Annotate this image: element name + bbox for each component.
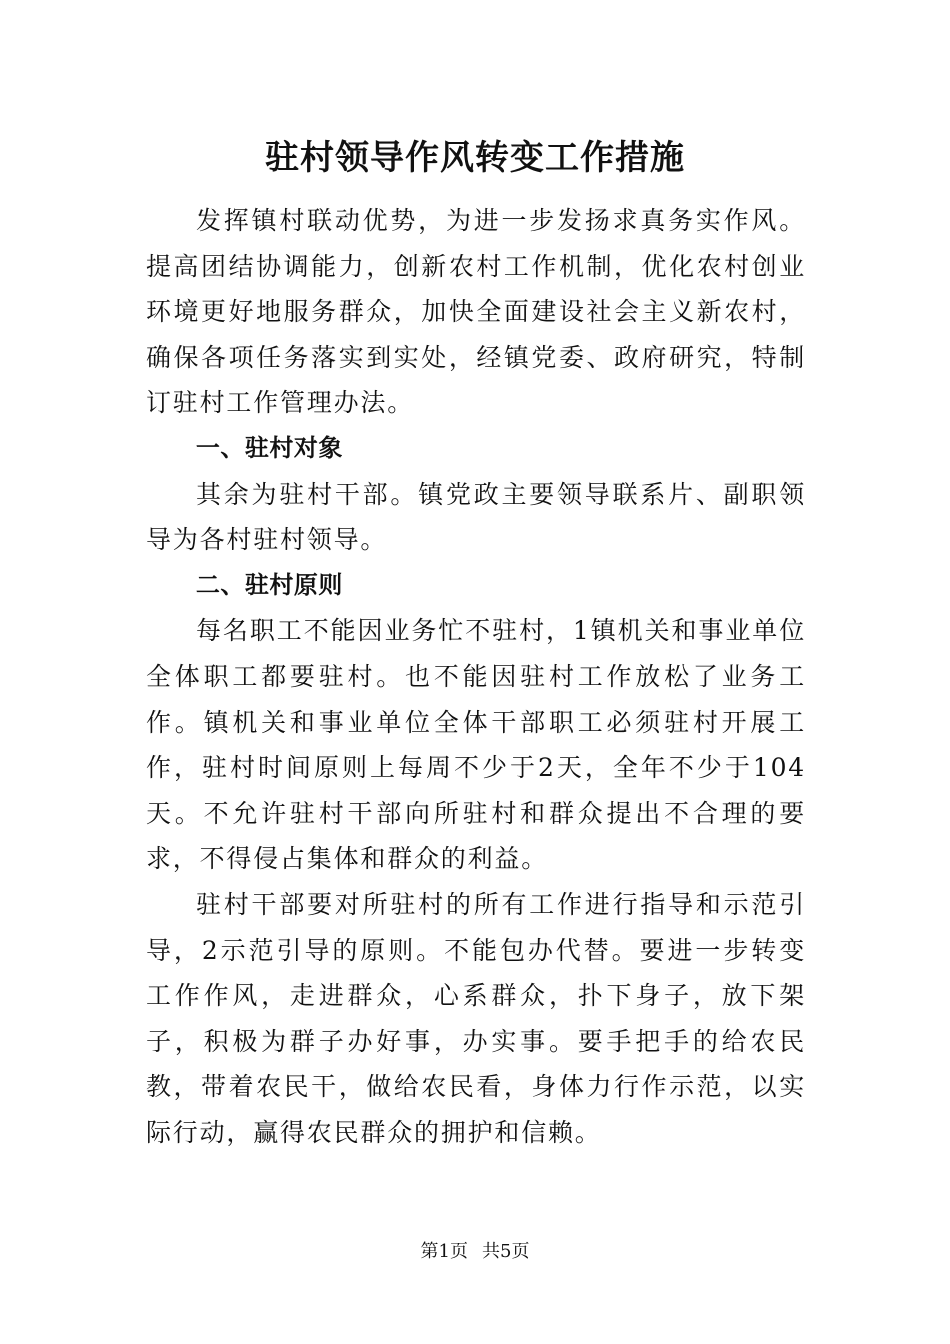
- page-number: 第1页: [420, 1241, 468, 1262]
- document-title: 驻村领导作风转变工作措施: [265, 138, 685, 178]
- section-targets-text: 其余为驻村干部。镇党政主要领导联系片、副职领导为各村驻村领导。: [146, 479, 806, 555]
- page-total: 共5页: [482, 1241, 530, 1262]
- page-footer: [0, 1240, 950, 1264]
- intro-paragraph: 发挥镇村联动优势，为进一步发扬求真务实作风。提高团结协调能力，创新农村工作机制，优化农村创业环境更好地服务群众，加快全面建设社会主义新农村，确保各项任务落实到实处，经镇党委、政府研究，特制订驻村工作管理办法。: [146, 206, 806, 418]
- section-principles-text-1: 每名职工不能因业务忙不驻村，1镇机关和事业单位全体职工都要驻村。也不能因驻村工作放松了业务工作。镇机关和事业单位全体干部职工必须驻村开展工作，驻村时间原则上每周不少于2天，全年不少于104天。不允许驻村干部向所驻村和群众提出不合理的要求，不得侵占集体和群众的利益。: [146, 616, 806, 874]
- section-principles-text-2: 驻村干部要对所驻村的所有工作进行指导和示范引导，2示范引导的原则。不能包办代替。要进一步转变工作作风，走进群众，心系群众，扑下身子，放下架子，积极为群子办好事，办实事。要手把手的给农民教，带着农民干，做给农民看，身体力行作示范，以实际行动，赢得农民群众的拥护和信赖。: [146, 889, 806, 1147]
- section-heading-targets: 一、驻村对象: [195, 433, 343, 462]
- section-heading-principles: 二、驻村原则: [195, 570, 343, 599]
- document-body: [146, 198, 806, 1155]
